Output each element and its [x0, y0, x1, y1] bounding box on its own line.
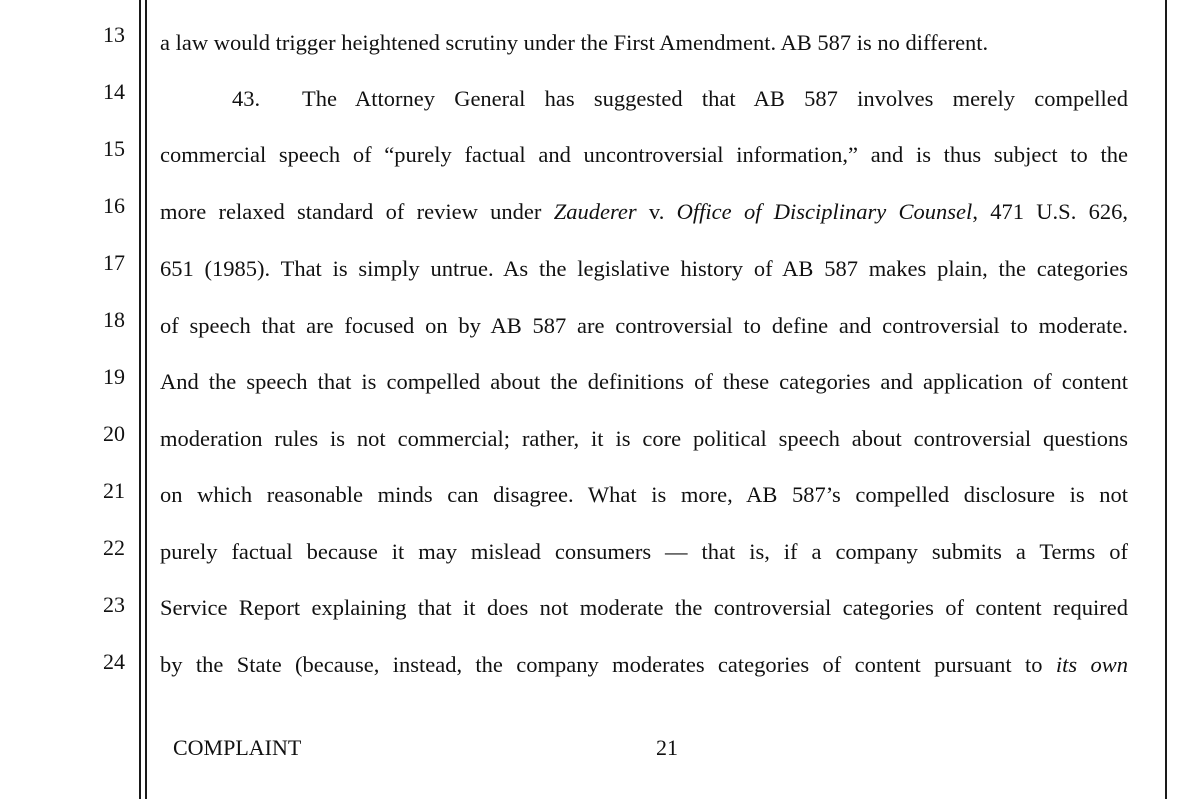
- line-number: 13: [103, 22, 125, 47]
- line-number: 16: [103, 193, 125, 218]
- line-number: 20: [103, 421, 125, 446]
- line-number: 22: [103, 535, 125, 560]
- text-line: on which reasonable minds can disagree. What is more, AB 587’s compelled disclosure is not: [160, 482, 1128, 507]
- left-margin-rule-inner: [145, 0, 147, 799]
- text-line: [160, 86, 1128, 112]
- line-number-column: [0, 0, 130, 799]
- text-line: moderation rules is not commercial; rather, it is core political speech about controversial questions: [160, 426, 1128, 451]
- text-line: And the speech that is compelled about the definitions of these categories and application of content: [160, 369, 1128, 394]
- text-segment: more relaxed standard of review under: [160, 199, 554, 224]
- text-line: Service Report explaining that it does not moderate the controversial categories of content required: [160, 595, 1128, 620]
- line-number: 21: [103, 478, 125, 503]
- right-margin-rule: [1165, 0, 1167, 799]
- text-line-content: a law would trigger heightened scrutiny under the First Amendment. AB 587 is no different.: [160, 30, 989, 55]
- emphasis-italic: its own: [1055, 652, 1128, 677]
- case-name-italic: Office of Disciplinary Counsel: [676, 199, 973, 224]
- line-number: 17: [103, 250, 125, 275]
- paragraph-number: 43.: [232, 86, 261, 111]
- text-line-content: The Attorney General has suggested that AB 587 involves merely compelled: [302, 86, 1128, 111]
- text-line: [160, 652, 1128, 678]
- line-number: 15: [103, 136, 125, 161]
- footer-document-title: COMPLAINT: [173, 735, 302, 760]
- text-segment: , 471 U.S. 626,: [972, 199, 1128, 224]
- text-segment: by the State (because, instead, the company moderates categories of content pursuant to: [160, 652, 1056, 677]
- line-number: 24: [103, 649, 125, 674]
- text-line: 651 (1985). That is simply untrue. As the legislative history of AB 587 makes plain, the categories: [160, 256, 1128, 281]
- line-number: 18: [103, 307, 125, 332]
- left-margin-rule: [139, 0, 141, 799]
- text-segment: v.: [636, 199, 677, 224]
- line-number: 23: [103, 592, 125, 617]
- line-number: 19: [103, 364, 125, 389]
- line-number: 14: [103, 79, 125, 104]
- text-line: [160, 199, 1128, 225]
- text-line: commercial speech of “purely factual and uncontroversial information,” and is thus subject to the: [160, 142, 1128, 167]
- case-name-italic: Zauderer: [553, 199, 637, 224]
- text-line: [160, 30, 1128, 56]
- text-line: purely factual because it may mislead consumers — that is, if a company submits a Terms of: [160, 539, 1128, 564]
- footer-page-number: 21: [656, 735, 678, 760]
- text-line: of speech that are focused on by AB 587 are controversial to define and controversial to moderate.: [160, 313, 1128, 338]
